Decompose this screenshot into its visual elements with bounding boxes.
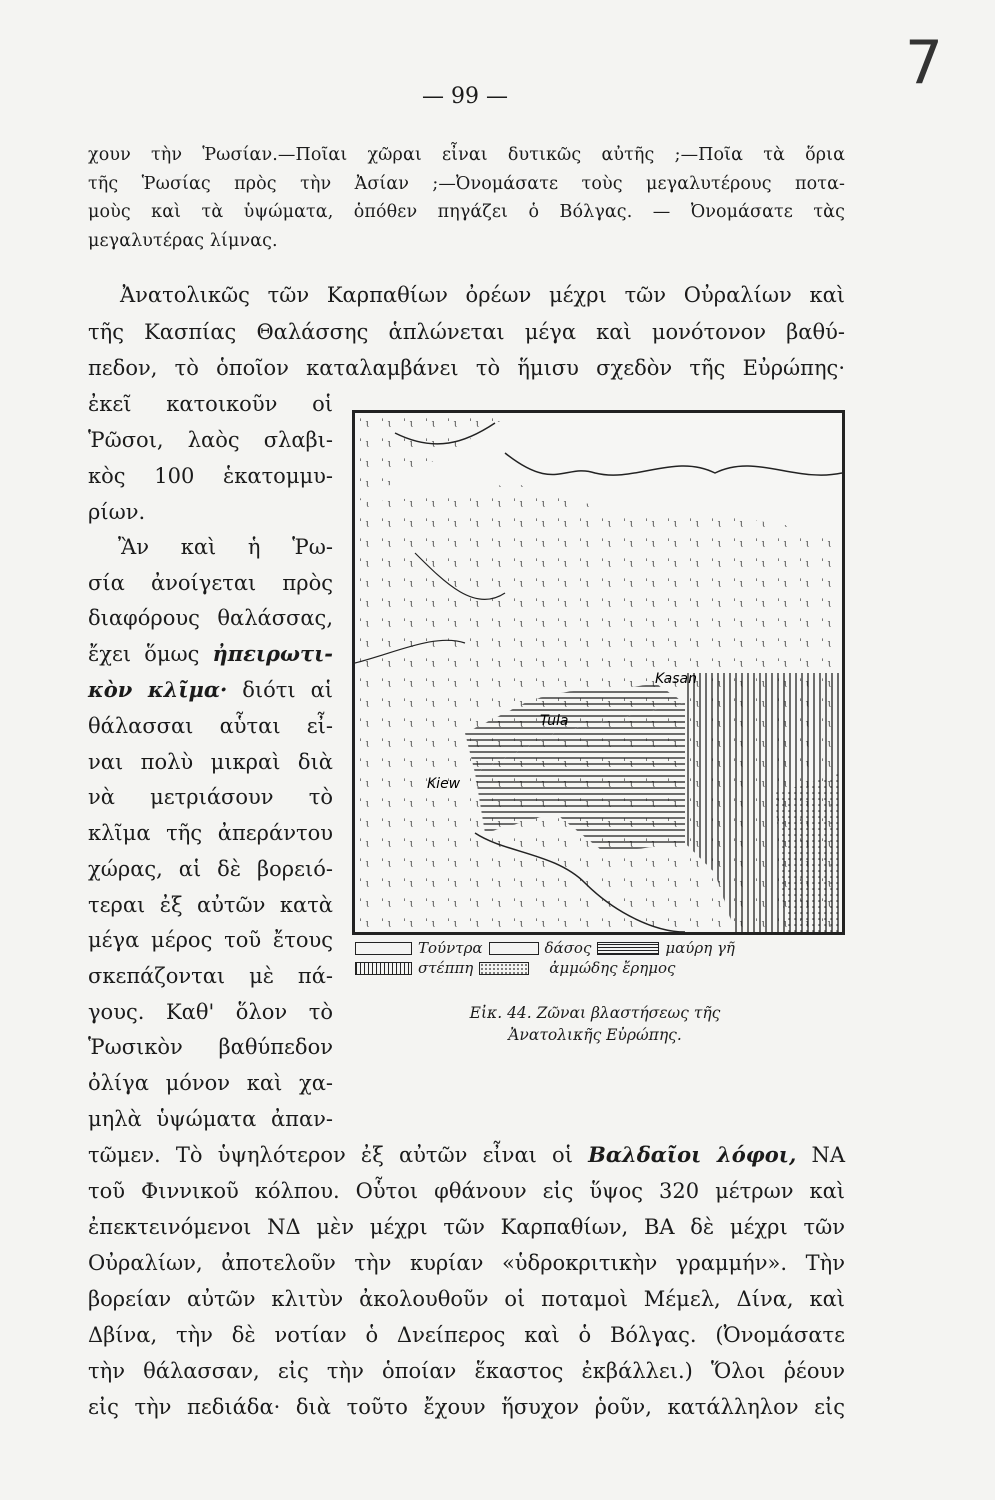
map-drawing [355, 413, 842, 932]
emphasis-text: Βαλδαῖοι λόφοι, [588, 1142, 797, 1167]
text-line: εἰς τὴν πεδιάδα· διὰ τοῦτο ἔχουν ἥσυχον ῥοῦν, κατάλληλον εἰς [88, 1395, 845, 1419]
legend-row [355, 958, 835, 978]
emphasis-text: κὸν κλῖμα· [88, 677, 228, 702]
text-segment: ἔχει ὅμως [88, 642, 213, 666]
handwritten-page-mark: 7 [904, 28, 943, 98]
text-line: γους. Καθ' ὅλον τὸ [88, 1000, 333, 1024]
text-line: μεγαλυτέρας λίμνας. [88, 231, 278, 251]
text-segment: τῶμεν. Τὸ ὑψηλότερον ἐξ αὐτῶν εἶναι οἱ [88, 1143, 589, 1167]
figure-caption: Εἰκ. 44. Ζῶναι βλαστήσεως τῆς [469, 1004, 721, 1022]
map-legend [355, 938, 835, 978]
legend-label-black-earth: μαύρη γῆ [665, 939, 735, 957]
text-line: ρίων. [88, 500, 146, 524]
legend-row [355, 938, 835, 958]
text-line: κὸς 100 ἑκατομμυ- [88, 464, 333, 488]
text-line: τεραι ἐξ αὐτῶν κατὰ [88, 893, 333, 917]
text-line: Οὐραλίων, ἀποτελοῦν τὴν κυρίαν «ὑδροκριτικὴν γραμμήν». Τὴν [88, 1251, 845, 1275]
text-line: κλῖμα τῆς ἀπεράντου [88, 821, 333, 845]
text-segment: διότι αἱ [227, 678, 333, 702]
legend-label-forest: δάσος [544, 939, 592, 957]
text-line: χώρας, αἱ δὲ βορειό- [88, 857, 333, 881]
page-number: — 99 — [422, 84, 508, 109]
text-line: ἐκεῖ κατοικοῦν οἱ [88, 392, 333, 416]
text-line [88, 1140, 845, 1170]
text-line: θάλασσαι αὗται εἶ- [88, 714, 333, 738]
text-line: μηλὰ ὑψώματα ἀπαν- [88, 1107, 333, 1131]
text-line: ὀλίγα μόνον καὶ χα- [88, 1071, 333, 1095]
text-line: Δβίνα, τὴν δὲ νοτίαν ὁ Δνείπερος καὶ ὁ Βόλγας. (Ὀνομάσατε [88, 1323, 845, 1347]
text-line: ναι πολὺ μικραὶ διὰ [88, 750, 333, 774]
text-line: Ἂν καὶ ἡ Ῥω- [118, 535, 333, 559]
emphasis-text: ἠπειρωτι- [212, 641, 333, 666]
text-line: νὰ μετριάσουν τὸ [88, 785, 333, 809]
desert-swatch [479, 962, 529, 975]
text-line: σκεπάζονται μὲ πά- [88, 964, 333, 988]
steppe-swatch [355, 962, 412, 975]
text-line: τὴν θάλασσαν, εἰς τὴν ὁποίαν ἕκαστος ἐκβάλλει.) Ὅλοι ῥέουν [88, 1359, 845, 1383]
forest-swatch [489, 942, 539, 955]
text-line: χουν τὴν Ῥωσίαν.—Ποῖαι χῶραι εἶναι δυτικῶς αὐτῆς ;—Ποῖα τὰ ὅρια [88, 145, 845, 165]
text-line: ἐπεκτεινόμενοι ΝΔ μὲν μέχρι τῶν Καρπαθίων, ΒΑ δὲ μέχρι τῶν [88, 1215, 845, 1239]
black-earth-swatch [597, 942, 659, 955]
text-line: διαφόρους θαλάσσας, [88, 606, 333, 630]
text-line: μοὺς καὶ τὰ ὑψώματα, ὁπόθεν πηγάζει ὁ Βόλγας. — Ὀνομάσατε τὰς [88, 202, 845, 222]
legend-label-steppe: στέππη [418, 959, 474, 977]
text-line: τῆς Ῥωσίας πρὸς τὴν Ἀσίαν ;—Ὀνομάσατε τοὺς μεγαλυτέρους ποτα- [88, 174, 845, 194]
text-line: βορείαν αὐτῶν κλιτὺν ἀκολουθοῦν οἱ ποταμοὶ Μέμελ, Δίνα, καὶ [88, 1287, 845, 1311]
tundra-swatch [355, 942, 412, 955]
text-segment: ΝΑ [796, 1143, 846, 1167]
text-line: Ῥωσικὸν βαθύπεδον [88, 1035, 333, 1059]
vegetation-map [352, 410, 845, 935]
legend-label-tundra: Τούντρα [418, 939, 483, 957]
text-line: μέγα μέρος τοῦ ἔτους [88, 928, 333, 952]
city-label-kiew: Kiew [427, 776, 461, 792]
city-label-tula: Tula [540, 713, 569, 729]
city-label-kasan: Kasan [655, 671, 698, 687]
text-line: σία ἀνοίγεται πρὸς [88, 571, 333, 595]
text-line [88, 639, 333, 669]
legend-label-desert: ἀμμώδης ἔρημος [549, 959, 676, 977]
text-line: Ῥῶσοι, λαὸς σλαβι- [88, 428, 333, 452]
text-line: τῆς Κασπίας Θαλάσσης ἁπλώνεται μέγα καὶ μονότονον βαθύ- [88, 320, 845, 344]
text-line: πεδον, τὸ ὁποῖον καταλαμβάνει τὸ ἥμισυ σχεδὸν τῆς Εὐρώπης· [88, 356, 845, 380]
figure-caption: Ἀνατολικῆς Εὐρώπης. [508, 1026, 682, 1044]
text-line [88, 675, 333, 705]
text-line: Ἀνατολικῶς τῶν Καρπαθίων ὀρέων μέχρι τῶν Οὐραλίων καὶ [120, 283, 845, 307]
text-line: τοῦ Φιννικοῦ κόλπου. Οὗτοι φθάνουν εἰς ὕψος 320 μέτρων καὶ [88, 1179, 845, 1203]
